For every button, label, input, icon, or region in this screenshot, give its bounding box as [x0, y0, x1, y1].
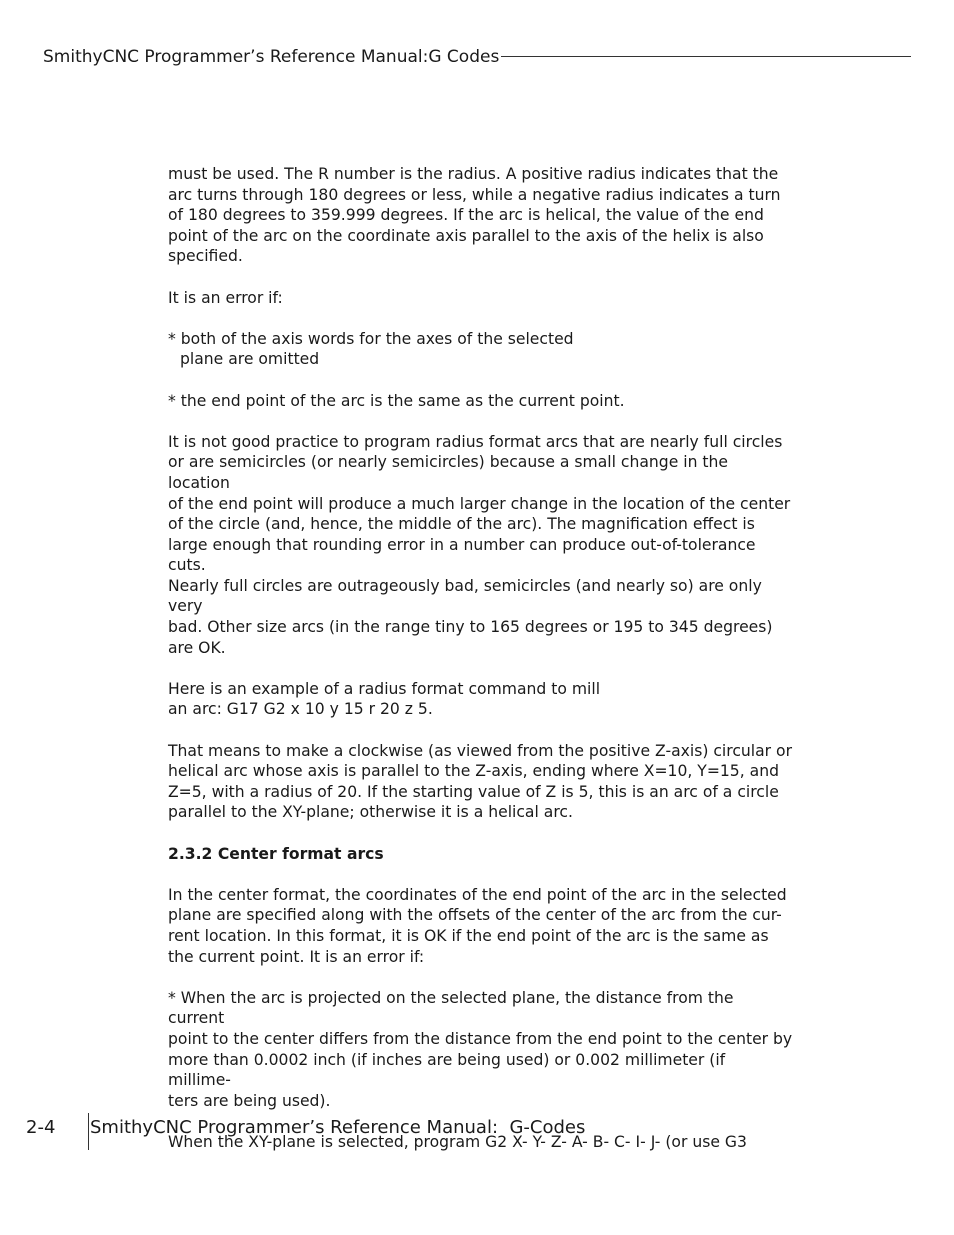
page-footer [26, 1113, 626, 1151]
paragraph-error-intro: It is an error if: [168, 288, 283, 307]
paragraph-good-practice: It is not good practice to program radius format arcs that are nearly full circles or are semicircles (or nearly semicircles) because a small change in the location of the end point will produce a much larger change in the location of the center of the circle (and, hence, the middle of the arc). The magnification effect is large enough that rounding error in a number can produce out-of-tolerance cuts. Nearly full circles are outrageously bad, semicircles (and nearly so) are only very bad. Other size arcs (in the range tiny to 165 degrees or 195 to 345 degrees) are OK. [168, 432, 791, 657]
page-header [43, 45, 911, 69]
section-heading-center-format: 2.3.2 Center format arcs [168, 844, 384, 863]
header-title: SmithyCNC Programmer’s Reference Manual:G Codes [43, 47, 500, 67]
paragraph-example-explanation: That means to make a clockwise (as viewed from the positive Z-axis) circular or helical arc whose axis is parallel to the Z-axis, ending where X=10, Y=15, and Z=5, with a radius of 20. If the starting value of Z is 5, this is an arc of a circle parallel to the XY-plane; otherwise it is a helical arc. [168, 741, 792, 822]
page-number: 2-4 [26, 1117, 56, 1138]
bullet-axis-words-omitted [168, 329, 793, 350]
bullet-end-point-same: * the end point of the arc is the same as the current point. [168, 391, 625, 410]
footer-divider [88, 1113, 89, 1150]
bullet-projection-distance: * When the arc is projected on the selected plane, the distance from the current point to the center differs from the distance from the end point to the center by more than 0.0002 inch (if inches are being used) or 0.002 millimeter (if millime- ters are being used). [168, 988, 793, 1110]
paragraph-radius-description: must be used. The R number is the radius. A positive radius indicates that the arc turns through 180 degrees or less, while a negative radius indicates a turn of 180 degrees to 359.999 degrees. If the arc is helical, the value of the end point of the arc on the coordinate axis parallel to the axis of the helix is also specified. [168, 165, 781, 266]
paragraph-example-command: Here is an example of a radius format command to mill an arc: G17 G2 x 10 y 15 r 20 z 5. [168, 679, 601, 719]
header-rule [501, 56, 911, 57]
bullet-axis-words-continuation: plane are omitted [180, 350, 320, 369]
paragraph-center-format-intro: In the center format, the coordinates of the end point of the arc in the selected plane are specified along with the offsets of the center of the arc from the cur- rent location. In this format, it is OK if the end point of the arc is the same as the current point. It is an error if: [168, 885, 787, 966]
page-body [168, 164, 793, 1153]
bullet-line-1: * both of the axis words for the axes of the selected [168, 329, 574, 348]
footer-title: SmithyCNC Programmer’s Reference Manual: G-Codes [90, 1117, 586, 1138]
paragraph-xy-plane: When the XY-plane is selected, program G2 X- Y- Z- A- B- C- I- J- (or use G3 [168, 1132, 747, 1151]
